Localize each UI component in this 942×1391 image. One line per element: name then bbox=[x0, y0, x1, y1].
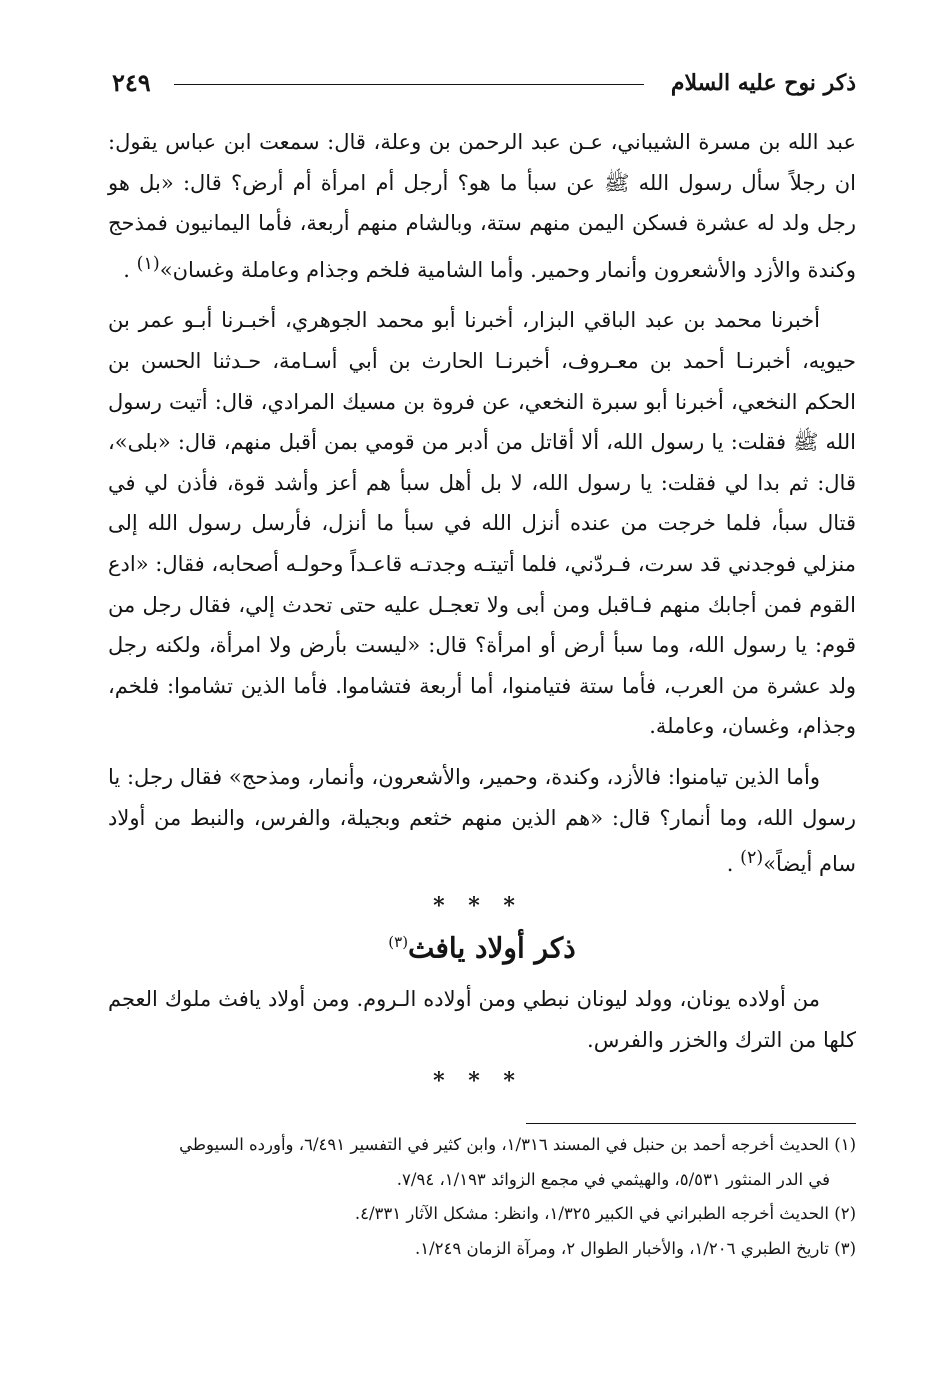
section-title bbox=[108, 919, 856, 971]
footnote-rule bbox=[526, 1123, 856, 1124]
paragraph-3-text: وأما الذين تيامنوا: فالأزد، وكندة، وحمير، والأشعرون، وأنمار، ومذحج» فقال رجل: يا رسول الله، وما أنمار؟ قال: «هم الذين منهم خثعم وبجيلة، والفرس، والنبط من أولاد سام أيضاً» bbox=[108, 764, 856, 877]
paragraph-3 bbox=[108, 757, 856, 885]
paragraph-1 bbox=[108, 122, 856, 290]
footnote-ref-3: (٣) bbox=[388, 932, 409, 951]
section-divider-top: * * * bbox=[433, 892, 523, 919]
running-title: ذكر نوح عليه السلام bbox=[670, 70, 856, 96]
footnote-1-line-1: (١) الحديث أخرجه أحمد بن حنبل في المسند ١/٣١٦، وابن كثير في التفسير ٦/٤٩١، وأورده السيوطي bbox=[179, 1135, 856, 1154]
section-divider-bottom: * * * bbox=[433, 1068, 523, 1095]
main-text bbox=[108, 122, 856, 1095]
paragraph-4: من أولاده يونان، وولد ليونان نبطي ومن أولاده الـروم. ومن أولاد يافث ملوك العجم كلها من الترك والخزر والفرس. bbox=[108, 987, 856, 1052]
paragraph-3-end: . bbox=[726, 852, 734, 877]
footnote-2: (٢) الحديث أخرجه الطبراني في الكبير ١/٣٢٥، وانظر: مشكل الآثار ٤/٣٣١. bbox=[354, 1204, 856, 1223]
footnote-ref-2: (٢) bbox=[740, 848, 764, 869]
footnote-ref-1: (١) bbox=[136, 253, 160, 274]
page-number: ٢٤٩ bbox=[112, 68, 151, 97]
header-rule bbox=[174, 84, 644, 85]
paragraph-2: أخبرنا محمد بن عبد الباقي البزار، أخبرنا أبو محمد الجوهري، أخبـرنا أبـو عمر بن حيويه، أخبرنـا أحمد بن معـروف، أخبرنـا الحارث بن أبي أسـامة، حـدثنا الحسن بن الحكم النخعي، أخبرنا أبو سبرة النخعي، عن فروة بن مسيك المرادي، قال: أتيت رسول الله ﷺ فقلت: يا رسول الله، ألا أقاتل من أدبر من قومي بمن أقبل منهم، قال: «بلى»، قال: ثم بدا لي فقلت: يا رسول الله، لا بل أهل سبأ هم أعز وأشد قوة، فأذن لي في قتال سبأ، فلما خرجت من عنده أنزل الله في سبأ ما أنزل، فأرسل رسول الله إلى منزلي فوجدني قد سرت، فـردّني، فلما أتيتـه وجدتـه قاعـداً وحولـه أصحابه، فقال: «ادع القوم فمن أجابك منهم فـاقبل ومن أبى ولا تعجـل عليه حتى تحدث إلي، فقال رجل من قوم: يا رسول الله، وما سبأ أرض أو امرأة؟ قال: «ليست بأرض ولا امرأة، ولكنه رجل ولد عشرة من العرب، فأما ستة فتيامنوا، أما أربعة فتشاموا. فأما الذين تشاموا: فلخم، وجذام، وغسان، وعاملة. bbox=[108, 308, 856, 739]
section-title-text: ذكر أولاد يافث bbox=[408, 931, 576, 965]
page-header bbox=[112, 66, 856, 100]
footnote-3: (٣) تاريخ الطبري ١/٢٠٦، والأخبار الطوال ٢، ومرآة الزمان ١/٢٤٩. bbox=[415, 1238, 856, 1258]
footnote-1-line-2: في الدر المنثور ٥/٥٣١، والهيثمي في مجمع الزوائد ١/١٩٣، ٧/٩٤. bbox=[396, 1169, 830, 1189]
footnotes bbox=[108, 1128, 856, 1266]
paragraph-1-end: . bbox=[123, 257, 130, 282]
paragraph-1-text: عبد الله بن مسرة الشيباني، عـن عبد الرحمن بن وعلة، قال: سمعت ابن عباس يقول: ان رجلاً سأل رسول الله ﷺ عن سبأ ما هو؟ أرجل أم امرأة أم أرض؟ قال: «بل هو رجل ولد له عشرة فسكن اليمن منهم ستة، وبالشام منهم أربعة، فأما اليمانيون فمذحج وكندة والأزد والأشعرون وأنمار وحمير. وأما الشامية فلخم وجذام وعاملة وغسان» bbox=[108, 130, 856, 282]
